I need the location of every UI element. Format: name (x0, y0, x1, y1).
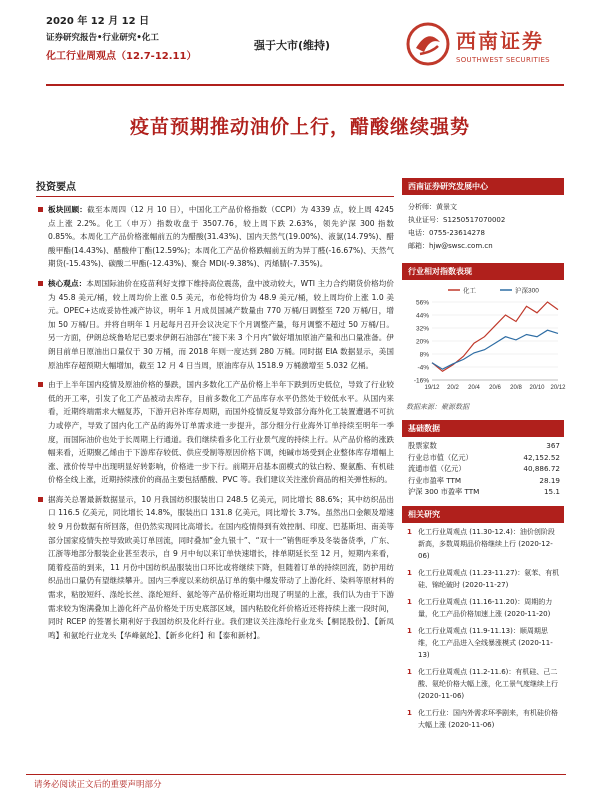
bullet-core-view (36, 277, 394, 372)
basic-data-label: 行业总市值（亿元） (408, 452, 473, 462)
rating: 强于大市(维持) (254, 39, 331, 52)
analyst-label: 分析师： (408, 203, 436, 211)
basic-data-row (402, 475, 564, 487)
chart-x-tick-label: 20/6 (489, 385, 501, 391)
bullet-industry (36, 378, 394, 487)
weekly-title: 化工行业周观点（12.7-12.11） (46, 51, 197, 62)
chart-section (402, 263, 564, 414)
bullet-text: 由于上半年国内疫情及原油价格的暴跌，国内多数化工产品价格上半年下跌到历史低位，导致了行业较低的开工率，引发了化工产品被动去库存，目前多数化工产品库存水平仍然处于较低水平。从国内来看，近期终端需求大幅复苏，下游开启补库存周期，而国外疫情反复导致部分海外化工装置遭遇不可抗力或停产，导致了国内化工产品的海外订单需求进一步提升，部分细分行业海外订单持续至明年一季度，而国际油价也处于长周期上行通道。我们继续看多化工行业景气度的持续上行。从产品价格的涨跌幅来看，近期聚乙烯由于下游库存较低、供应受制等原因价格下调，纯碱市场受到企业整体库存增幅上涨、涨价传导中出现明显好转影响，价格进一步下行。前期开启基本面模式的钛白粉、聚氨酯、有机硅价格全线上涨，近期持续涨价的商品主要包括醋酸、PVC 等。我们建议关注涨价商品的相关弹性标的。 (48, 380, 394, 485)
analyst-label: 邮箱： (408, 242, 429, 250)
chart-y-tick-label: 56% (415, 299, 429, 307)
chart-legend-label: 沪深300 (515, 287, 539, 295)
chart-series-line-1 (432, 330, 558, 369)
main-column (36, 178, 394, 648)
analyst-row (408, 227, 560, 240)
related-research-item[interactable]: 1 化工行业周观点 (11.16-11.20)：周期的力量，化工产品价格加速上涨 (2020-11-20) (402, 593, 564, 622)
analyst-value: hjw@swsc.com.cn (429, 242, 493, 250)
report-type: 证券研究报告•行业研究•化工 (46, 33, 159, 43)
report-date: 2020 年 12 月 12 日 (46, 16, 150, 27)
bullet-review (36, 203, 394, 271)
chart-y-tick-label: -4% (417, 364, 429, 372)
basic-data-label: 流通市值（亿元） (408, 464, 466, 473)
chart-x-tick-label: 19/12 (424, 385, 440, 391)
basic-data-row (402, 452, 564, 464)
chart-y-tick-label: -16% (413, 377, 429, 385)
report-title: 疫苗预期推动油价上行，醋酸继续强势 (129, 116, 470, 138)
related-research-item[interactable]: 1 化工行业周观点 (11.23-11.27)：氨苯、有机硅、锦纶破时 (2020-11-27) (402, 564, 564, 593)
bullet-text: 本周国际油价在疫苗利好支撑下维持高位震荡，盘中波动较大，WTI 主力合约期货价格均价为 45.8 美元/桶，较上周均价上涨 0.5 美元，布伦特均价为 48.9 美元/桶，较上周均价上涨 1.0 美元。OPEC+达成妥协性减产协议，明年 1 月成员国减产数量由 770 万桶/日调整至 720 万桶/日，增加 50 万桶/日。并将自明年 1 月起每月召开会议决定下个月调整产量，每月调整不超过 50 万桶/日。另一方面，伊朗总统鲁哈尼已要求伊朗石油部在“接下来 3 个月内”做好增加原油产量和出口量准备。伊朗目前单日原油出口量仅于 30 万桶，而 2018 年则一度达到 280 万桶。同时据 EIA 数据显示，美国原油库存超预期大幅增加，截至 12 月 4 日当周，原油库存从 1518.9 万桶激增至 5.032 亿桶。 (48, 278, 395, 370)
chart-x-tick-label: 20/4 (468, 385, 480, 391)
analyst-value: 黄景文 (436, 203, 457, 211)
chart-y-tick-label: 20% (415, 338, 429, 346)
bullet-lead: 核心观点： (48, 278, 87, 288)
analyst-row (408, 214, 560, 227)
analyst-row (408, 201, 560, 214)
analyst-value: S1250517070002 (443, 216, 506, 224)
basic-data-value: 367 (546, 441, 560, 450)
chart-title: 行业相对指数表现 (402, 263, 564, 280)
related-research-section (402, 506, 564, 733)
chart-series-line-0 (432, 302, 558, 371)
bullet-text: 据海关总署最新数据显示，10 月我国纺织服装出口 248.5 亿美元，同比增长 88.6%；其中纺织品出口 116.5 亿美元，同比增长 14.8%，服装出口 131.8 亿美元，同比增长 3.7%。虽然出口金额及增速较 9 月份数据有所回落，但仍然实现同比高增长。在国内疫情得到有效控制、印度、巴基斯坦、南美等部分国家疫情失控导致欧美订单回流，同时叠加“金九银十”、“双十一”销售旺季及冬装备货季，广东、江浙等地部分服装企业甚至表示，自 9 月中旬以来订单快速增长，排单期延长至 12 月，短期内来看，随着疫苗的到来，11 月份中国纺织品服装出口环比或将继续下降，但随着订单的持续回流，防护用纺织品出口量仍有望继续攀升。国内三季度以来纺织品订单的集中爆发带动了上游化纤、染料等原材料的需求，粘胶短纤、涤纶长丝、涤纶短纤、氨纶等产品价格近期均出现了明显的上涨，我们认为由于下游需求较为饱满叠加上游化纤产品价格处于历史底部区域，国内粘胶化纤价格近还将持续上涨一段时间，同时 RCEP 的签署长期利好于我国纺织及化纤行业。我们建议关注涤纶行业龙头【桐昆股份】、【新凤鸣】和氨纶行业龙头【华峰氨纶】、【新乡化纤】和【泰和新材】。 (48, 494, 394, 640)
bullet-lead: 板块回顾： (48, 205, 88, 214)
basic-data-row (402, 440, 564, 452)
basic-data-value: 28.19 (539, 475, 560, 485)
bullet-textile (36, 493, 394, 643)
basic-data-value: 15.1 (543, 487, 560, 496)
bullet-text: 截至本周四（12 月 10 日），中国化工产品价格指数（CCPI）为 4339 点，较上周 4245 点上涨 2.2%。化工（申万）指数收盘于 3507.76，较上周下跌 2.63%，领先沪深 300 指数 0.85%。本周化工产品价格涨幅前五的为醋酸(31.43%)、国内天然气(19.00%)、液氯(14.79%)、醋酸甲酯(14.43%)、醋酸仲丁酯(12.59%)；本周化工产品价格跌幅前五的为异丁醛(-16.67%)、天然气期货(-15.43%)、碳酸二甲酯(-12.43%)、聚合 MDI(-9.38%)、丙烯腈(-7.35%)。 (48, 205, 394, 269)
basic-title: 基础数据 (402, 420, 564, 437)
analyst-value: 0755-23614278 (429, 229, 485, 237)
related-research-item[interactable]: 1 化工行业周观点 (11.2-11.6)：有机硅、己二酸、氨纶价格大幅上涨，化工景气度继续上行 (2020-11-06) (402, 663, 564, 704)
basic-data-label: 行业市盈率 TTM (408, 475, 462, 485)
basic-data-value: 40,886.72 (523, 464, 560, 473)
basic-data-label: 股票家数 (408, 441, 437, 450)
section-title: 投资要点 (36, 178, 394, 197)
analyst-label: 电话： (408, 229, 429, 237)
team-title: 西南证券研究发展中心 (402, 178, 564, 195)
basic-data-row (402, 463, 564, 475)
chart-y-tick-label: 8% (419, 351, 429, 359)
chart-source: 数据来源：聚源数据 (406, 403, 469, 411)
basic-data-row (402, 486, 564, 498)
chart-y-tick-label: 44% (415, 312, 429, 320)
header-divider (46, 84, 564, 86)
analyst-info (402, 195, 564, 253)
chart-x-tick-label: 20/10 (529, 385, 545, 391)
logo-mark-icon (406, 22, 450, 66)
basic-data-label: 沪深 300 市盈率 TTM (408, 487, 480, 496)
chart-x-tick-label: 20/12 (550, 385, 566, 391)
chart-x-tick-label: 20/2 (447, 385, 459, 391)
analyst-label: 执业证号： (408, 216, 443, 224)
logo-en: SOUTHWEST SECURITIES (456, 55, 550, 64)
basic-data-value: 42,152.52 (523, 452, 560, 462)
chart-x-tick-label: 20/8 (510, 385, 522, 391)
chart-y-tick-label: 32% (415, 325, 429, 333)
related-research-item[interactable]: 1 化工行业周观点 (11.30-12.4)：油价创阶段新高，多数周期品价格继续上行 (2020-12-06) (402, 523, 564, 564)
chart-svg (402, 280, 564, 400)
related-research-item[interactable]: 1 化工行业周观点 (11.9-11.13)：顺周期思维，化工产品进入全线暴涨模式 (2020-11-13) (402, 622, 564, 663)
logo-cn: 西南证券 (456, 28, 544, 53)
chart-legend-label: 化工 (463, 287, 476, 295)
side-column (402, 178, 564, 733)
relative-index-chart (402, 280, 564, 400)
company-logo (406, 22, 550, 66)
related-research-item[interactable]: 1 化工行业：国内外需求环季剧来，有机硅价格大幅上涨 (2020-11-06) (402, 704, 564, 733)
footer-divider (26, 774, 566, 775)
report-header (46, 12, 196, 62)
basic-data-section (402, 420, 564, 498)
analyst-row (408, 240, 560, 253)
related-title: 相关研究 (402, 506, 564, 523)
footer-note: 请务必阅读正文后的重要声明部分 (34, 780, 162, 790)
